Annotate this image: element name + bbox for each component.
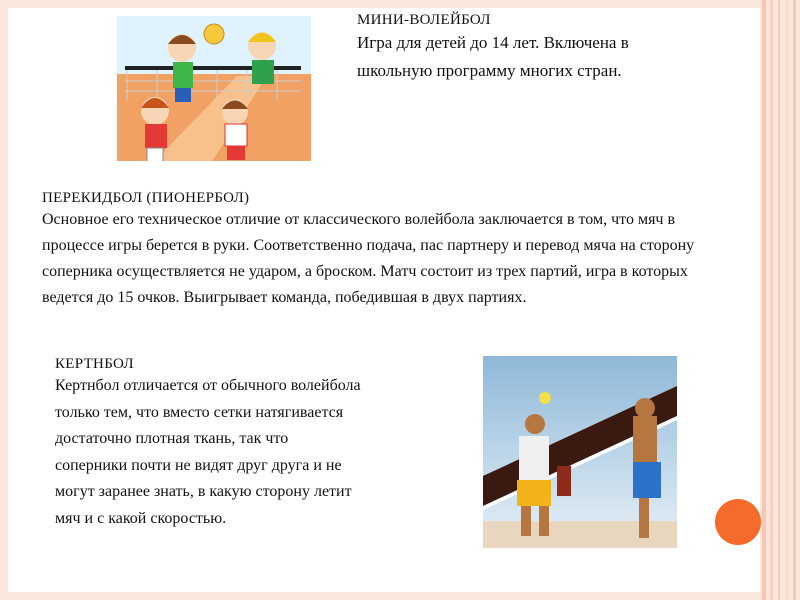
decor-circle [715, 499, 761, 545]
section-title: ПЕРЕКИДБОЛ (ПИОНЕРБОЛ) [42, 190, 250, 206]
text-line: соперники почти не видят друг друга и не [55, 456, 342, 474]
text-line: Игра для детей до 14 лет. Включена в [357, 33, 629, 52]
text-line: достаточно плотная ткань, так что [55, 430, 289, 447]
kids-volleyball-image [117, 16, 311, 169]
kertnbol-section [55, 356, 465, 532]
beach-volleyball-image [483, 356, 677, 548]
text-line: процессе игры берется в руки. Соответственно подача, пас партнеру и перевод мяча на сторону [42, 237, 695, 254]
section-title: МИНИ-ВОЛЕЙБОЛ [357, 12, 491, 28]
perekidbol-section [42, 190, 772, 311]
text-line: Кертнбол отличается от обычного волейбола [55, 377, 361, 394]
text-line: мяч и с какой скоростью. [55, 509, 227, 527]
decor-stripe [778, 0, 780, 600]
text-line: только тем, что вместо сетки натягивается [55, 403, 344, 421]
decor-stripe [793, 0, 796, 600]
decor-stripe [785, 0, 789, 600]
text-line: школьную программу многих стран. [357, 61, 622, 80]
text-line: соперника осуществляется не ударом, а броском. Матч состоит из трех партий, игра в которых [42, 263, 688, 280]
mini-volleyball-section [357, 12, 737, 85]
text-line: ведется до 15 очков. Выигрывает команда, победившая в двух партиях. [42, 289, 527, 306]
section-title: КЕРТНБОЛ [55, 356, 134, 372]
text-line: Основное его техническое отличие от классического волейбола заключается в том, что мяч в [42, 211, 676, 228]
text-line: могут заранее знать, в какую сторону летит [55, 483, 352, 500]
